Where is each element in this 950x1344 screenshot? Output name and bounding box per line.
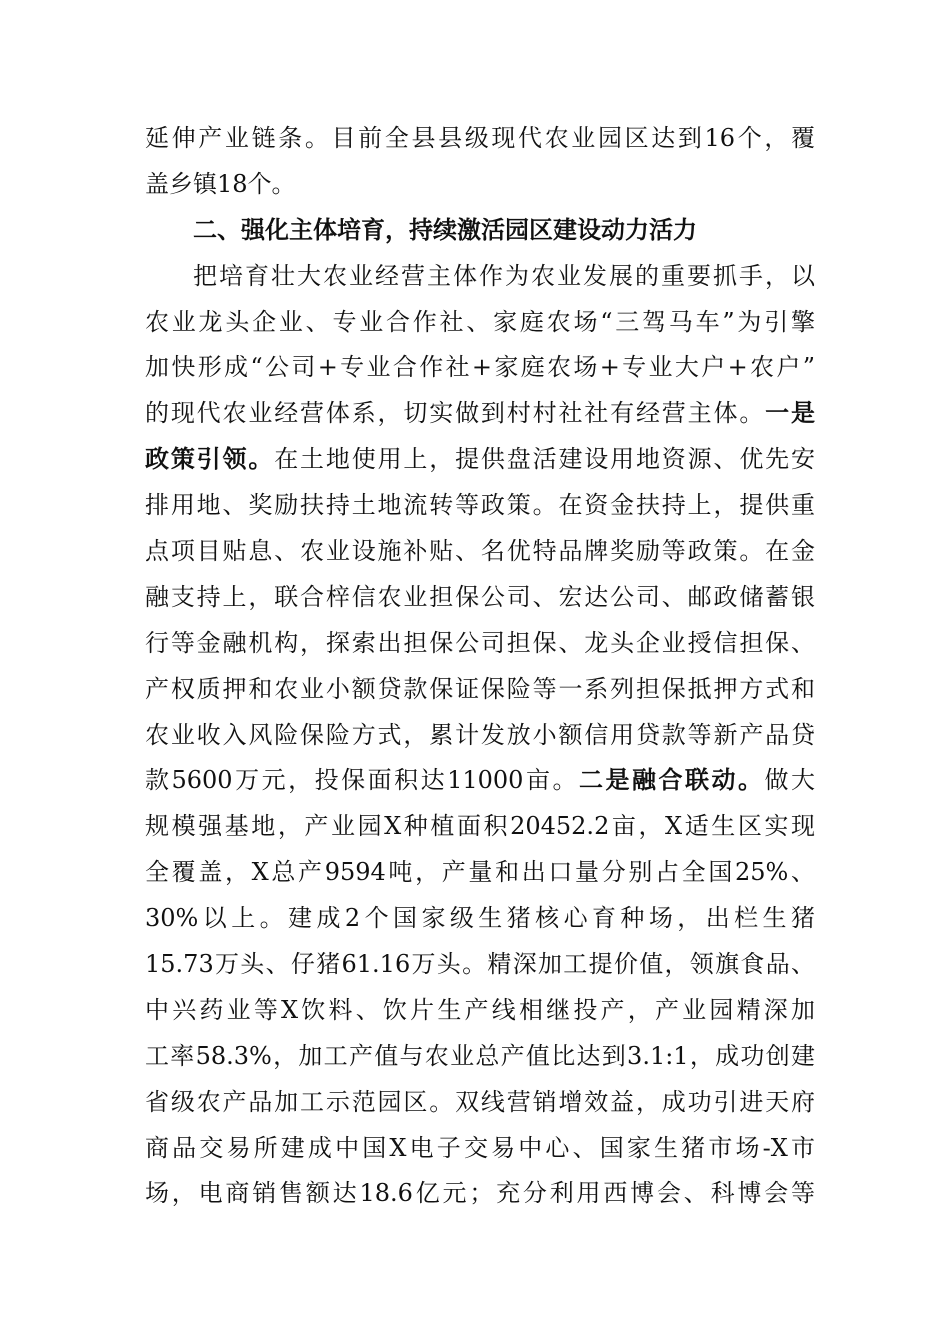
paragraph-line [145, 896, 815, 942]
paragraph-line [145, 1171, 815, 1217]
bold-keyword: 政策引领。 [145, 445, 275, 474]
bold-keyword: 一是 [765, 399, 815, 428]
text-run: 中兴药业等X饮料、饮片生产线相继投产，产业园精深加 [145, 995, 815, 1024]
paragraph-line [145, 483, 815, 529]
paragraph-line [145, 1126, 815, 1172]
text-run: 规模强基地，产业园X种植面积20452.2亩，X适生区实现 [145, 812, 815, 841]
text-run: 场，电商销售额达18.6亿元；充分利用西博会、科博会等 [145, 1179, 815, 1208]
document-body [145, 116, 815, 1217]
paragraph-line [145, 713, 815, 759]
paragraph-line [145, 345, 815, 391]
text-run: 款5600万元，投保面积达11000亩。 [145, 766, 579, 795]
paragraph-line [145, 850, 815, 896]
text-run: 农业龙头企业、专业合作社、家庭农场“三驾马车”为引擎 [145, 307, 815, 336]
text-run: 全覆盖，X总产9594吨，产量和出口量分别占全国25%、 [145, 858, 815, 887]
heading-text: 二、强化主体培育，持续激活园区建设动力活力 [193, 215, 697, 244]
paragraph-line [145, 575, 815, 621]
text-run: 工率58.3%，加工产值与农业总产值比达到3.1:1，成功创建 [145, 1041, 815, 1070]
paragraph-line [145, 116, 815, 162]
text-run: 30%以上。建成2个国家级生猪核心育种场，出栏生猪 [145, 904, 815, 933]
text-run: 的现代农业经营体系，切实做到村村社社有经营主体。 [145, 399, 766, 428]
text-run: 商品交易所建成中国X电子交易中心、国家生猪市场-X市 [145, 1133, 815, 1162]
paragraph-line [145, 254, 815, 300]
section-heading [145, 208, 815, 254]
text-run: 在土地使用上，提供盘活建设用地资源、优先安 [274, 445, 815, 474]
paragraph-line [145, 300, 815, 346]
text-run: 排用地、奖励扶持土地流转等政策。在资金扶持上，提供重 [145, 491, 815, 520]
text-run: 点项目贴息、农业设施补贴、名优特品牌奖励等政策。在金 [145, 537, 815, 566]
text-run: 延伸产业链条。目前全县县级现代农业园区达到16个，覆 [145, 124, 815, 152]
text-run: 农业收入风险保险方式，累计发放小额信用贷款等新产品贷 [145, 720, 815, 749]
text-run: 盖乡镇18个。 [145, 169, 296, 198]
text-run: 融支持上，联合梓信农业担保公司、宏达公司、邮政储蓄银 [145, 582, 815, 611]
bold-keyword: 二是融合联动。 [578, 766, 765, 795]
text-run: 做大 [764, 766, 815, 795]
paragraph-line [145, 1034, 815, 1080]
paragraph-line [145, 437, 815, 483]
paragraph-line [145, 667, 815, 713]
text-run: 15.73万头、仔猪61.16万头。精深加工提价值，领旗食品、 [145, 950, 815, 979]
paragraph-line [145, 758, 815, 804]
text-run: 产权质押和农业小额贷款保证保险等一系列担保抵押方式和 [145, 674, 815, 703]
text-run: 加快形成“公司+专业合作社+家庭农场+专业大户+农户” [145, 353, 815, 382]
text-run: 把培育壮大农业经营主体作为农业发展的重要抓手，以 [193, 261, 815, 290]
paragraph-line [145, 162, 815, 208]
paragraph-line [145, 804, 815, 850]
paragraph-line [145, 621, 815, 667]
paragraph-line [145, 1080, 815, 1126]
paragraph-line [145, 988, 815, 1034]
text-run: 省级农产品加工示范园区。双线营销增效益，成功引进天府 [145, 1087, 815, 1116]
text-run: 行等金融机构，探索出担保公司担保、龙头企业授信担保、 [145, 628, 815, 657]
paragraph-line [145, 942, 815, 988]
paragraph-line [145, 391, 815, 437]
paragraph-line [145, 529, 815, 575]
